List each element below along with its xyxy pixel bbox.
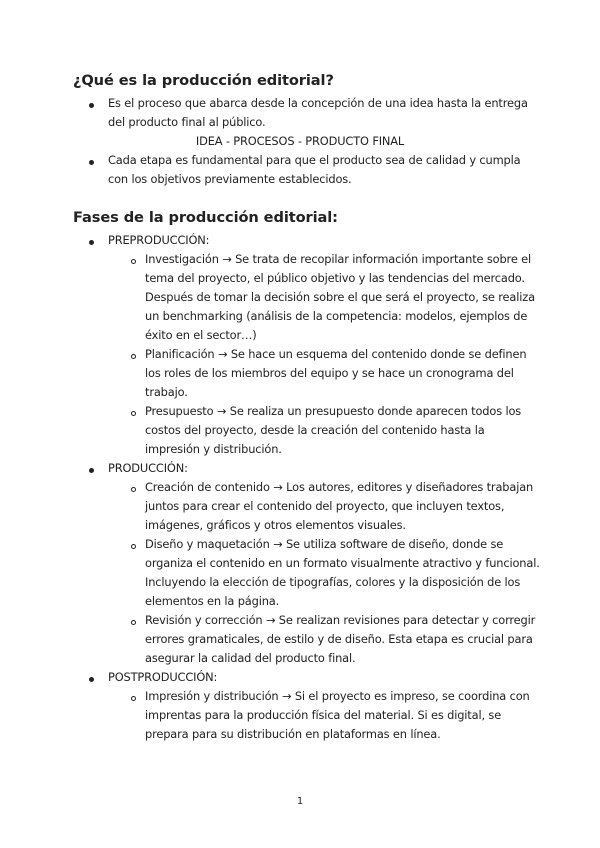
text-line: un benchmarking (análisis de la competencia: modelos, ejemplos de	[145, 309, 528, 323]
text-line: impresión y distribución.	[145, 442, 282, 456]
text-line: Incluyendo la elección de tipografías, colores y la disposición de los	[145, 575, 521, 589]
text-line: asegurar la calidad del producto final.	[145, 651, 356, 665]
page-number: 1	[296, 796, 304, 807]
text-line: con los objetivos previamente establecidos.	[108, 172, 352, 186]
text-line: Planificación → Se hace un esquema del contenido donde se definen	[145, 347, 527, 361]
bullet-circle	[131, 544, 136, 549]
text-line: los roles de los miembros del equipo y se hace un cronograma del	[145, 366, 514, 380]
text-line: Investigación → Se trata de recopilar información importante sobre el	[145, 252, 532, 266]
text-line: costos del proyecto, desde la creación del contenido hasta la	[145, 423, 485, 437]
text-line: Presupuesto → Se realiza un presupuesto donde aparecen todos los	[145, 404, 522, 418]
bullet-circle	[131, 487, 136, 492]
section-title-phases: Fases de la producción editorial:	[73, 209, 338, 226]
section-title-what-is: ¿Qué es la producción editorial?	[73, 72, 334, 89]
text-line: prepara para su distribución en plataformas en línea.	[145, 727, 441, 741]
bullet-dot	[89, 160, 94, 165]
bullet-circle	[131, 354, 136, 359]
phase-label: PRODUCCIÓN:	[108, 461, 188, 475]
bullet-dot	[89, 103, 94, 108]
phase-label: POSTPRODUCCIÓN:	[108, 670, 218, 684]
bullet-dot	[89, 468, 94, 473]
bullet-circle	[131, 696, 136, 701]
bullet-circle	[131, 259, 136, 264]
text-line: organiza el contenido en un formato visualmente atractivo y funcional.	[145, 556, 540, 570]
text-line: Impresión y distribución → Si el proyecto es impreso, se coordina con	[145, 689, 530, 703]
bullet-circle	[131, 620, 136, 625]
text-line: Creación de contenido → Los autores, editores y diseñadores trabajan	[145, 480, 534, 494]
text-line: Después de tomar la decisión sobre el que será el proyecto, se realiza	[145, 290, 535, 304]
text-line: elementos en la página.	[145, 594, 280, 608]
text-line: Es el proceso que abarca desde la concepción de una idea hasta la entrega	[108, 96, 528, 110]
bullet-circle	[131, 411, 136, 416]
text-line: Cada etapa es fundamental para que el producto sea de calidad y cumpla	[108, 153, 521, 167]
phase-label: PREPRODUCCIÓN:	[108, 233, 210, 247]
bullet-dot	[89, 677, 94, 682]
text-line: imprentas para la producción física del material. Si es digital, se	[145, 708, 502, 722]
text-line: éxito en el sector…)	[145, 328, 257, 342]
text-line: del producto final al público.	[108, 115, 266, 129]
centered-phrase: IDEA - PROCESOS - PRODUCTO FINAL	[195, 134, 405, 148]
text-line: imágenes, gráficos y otros elementos visuales.	[145, 518, 406, 532]
text-line: trabajo.	[145, 385, 188, 399]
text-line: juntos para crear el contenido del proyecto, que incluyen textos,	[145, 499, 505, 513]
text-line: Diseño y maquetación → Se utiliza software de diseño, donde se	[145, 537, 504, 551]
text-line: Revisión y corrección → Se realizan revisiones para detectar y corregir	[145, 613, 536, 627]
text-line: errores gramaticales, de estilo y de diseño. Esta etapa es crucial para	[145, 632, 533, 646]
text-line: tema del proyecto, el público objetivo y las tendencias del mercado.	[145, 271, 525, 285]
bullet-dot	[89, 240, 94, 245]
